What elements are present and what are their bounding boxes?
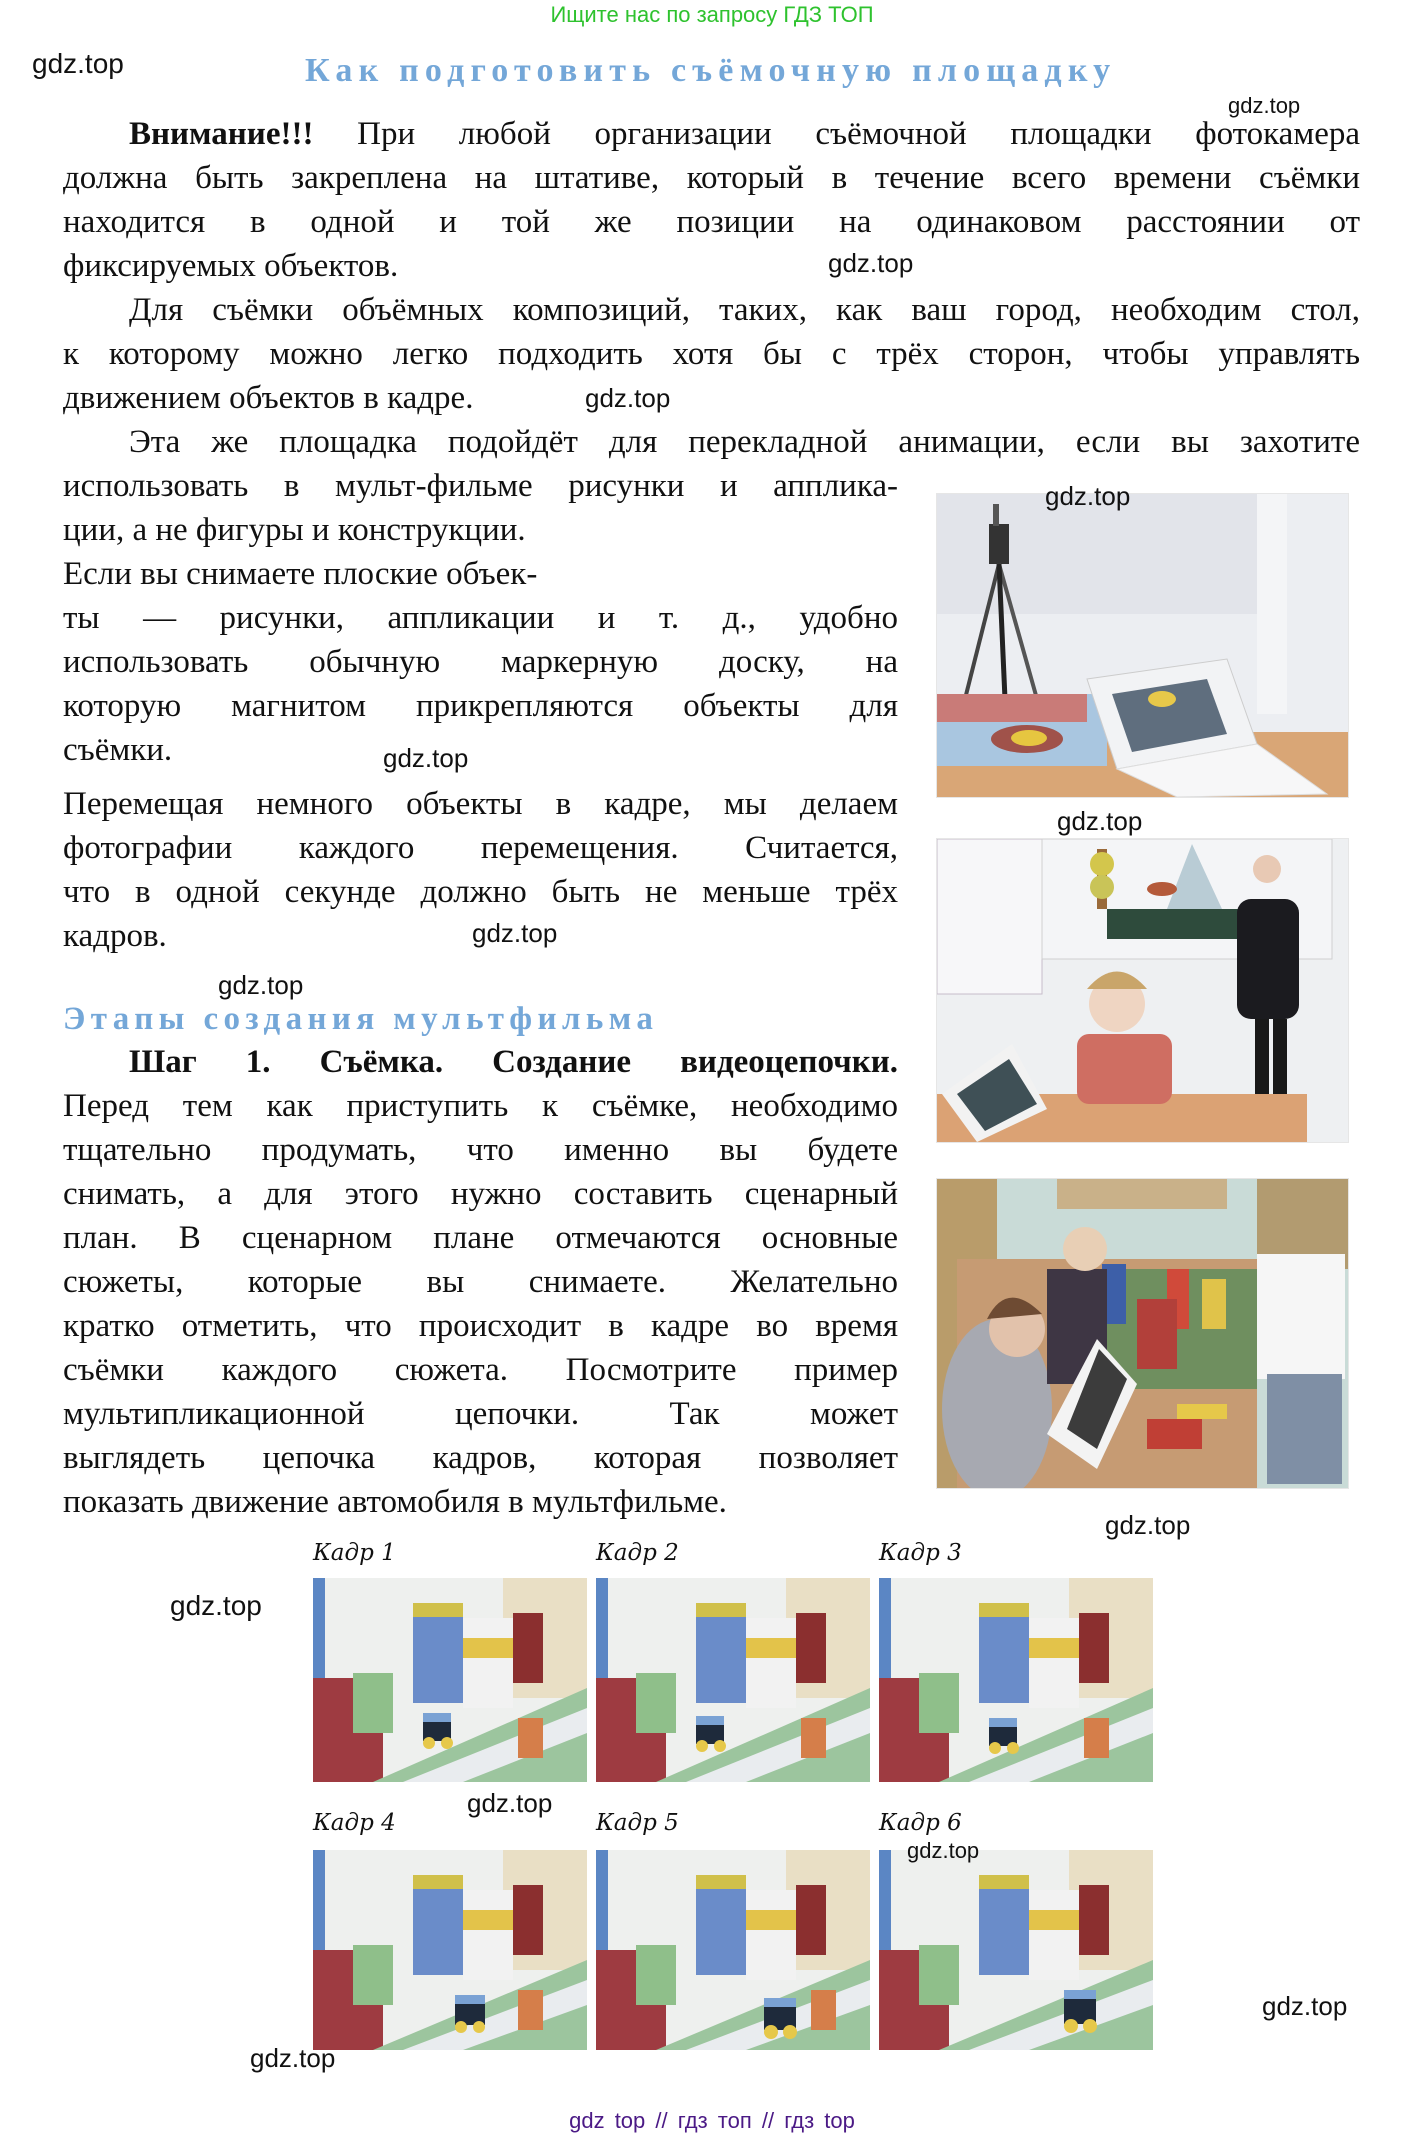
- text-line: Эта же площадка подойдёт для перекладной анимации, если вы захотите: [129, 424, 1360, 460]
- watermark: gdz.top: [1105, 1510, 1191, 1540]
- frame-3-image: [879, 1578, 1153, 1782]
- lego-street-scene: [313, 1850, 587, 2050]
- watermark: gdz.top: [907, 1838, 980, 1863]
- paragraph-cutout-animation: [63, 420, 1360, 464]
- text-line: кратко отметить, что происходит в кадре во время: [63, 1308, 898, 1344]
- frame-label: Кадр 5: [596, 1810, 679, 1836]
- tripod-laptop-photo: [936, 493, 1349, 798]
- paragraph-table: [63, 288, 1360, 420]
- text-line: снимать, а для этого нужно составить сценарный: [63, 1176, 898, 1212]
- watermark: gdz.top: [1045, 481, 1131, 511]
- text-line: что в одной секунде должно быть не меньше трёх: [63, 874, 898, 910]
- text-line: Для съёмки объёмных композиций, таких, как ваш город, необходим стол,: [129, 292, 1360, 328]
- text-line: сюжеты, которые вы снимаете. Желательно: [63, 1264, 898, 1300]
- watermark: gdz.top: [1057, 806, 1143, 836]
- watermark: gdz.top: [472, 918, 558, 948]
- text-line: использовать обычную маркерную доску, на: [63, 644, 898, 680]
- text-line: ты — рисунки, аппликации и т. д., удобно: [63, 600, 898, 636]
- watermark: gdz.top: [467, 1788, 553, 1818]
- text-line: кадров.: [63, 918, 167, 954]
- text-line: выглядеть цепочка кадров, которая позволяет: [63, 1440, 898, 1476]
- lego-street-scene: [879, 1578, 1153, 1782]
- text-line: показать движение автомобиля в мультфильме.: [63, 1484, 727, 1520]
- text-line: мультипликационной цепочки. Так может: [63, 1396, 898, 1432]
- watermark: gdz.top: [1228, 93, 1301, 118]
- text-line: съёмки каждого сюжета. Посмотрите пример: [63, 1352, 898, 1388]
- text-line: Внимание!!! При любой организации съёмочной площадки фотокамера: [129, 116, 1360, 152]
- magnetic-board-photo: [936, 838, 1349, 1143]
- frame-1-image: [313, 1578, 587, 1782]
- watermark: gdz.top: [218, 970, 304, 1000]
- text-line: которую магнитом прикрепляются объекты для: [63, 688, 898, 724]
- lego-street-scene: [596, 1850, 870, 2050]
- animation-frames-grid: [313, 1540, 1153, 2060]
- top-banner[interactable]: Ищите нас по запросу ГДЗ ТОП: [550, 2, 874, 27]
- attention-lead: Внимание!!!: [129, 116, 314, 152]
- frame-5-image: [596, 1850, 870, 2050]
- step-1-block: [63, 1040, 898, 1524]
- text-line: ции, а не фигуры и конструкции.: [63, 512, 526, 548]
- frame-label: Кадр 6: [879, 1810, 962, 1836]
- lego-street-scene: [596, 1578, 870, 1782]
- text-line: фотографии каждого перемещения. Считается,: [63, 830, 898, 866]
- text-line: должна быть закреплена на штативе, который в течение всего времени съёмки: [63, 160, 1360, 196]
- frame-label: Кадр 4: [313, 1810, 396, 1836]
- text-line: съёмки.: [63, 732, 173, 768]
- watermark: gdz.top: [170, 1590, 262, 1621]
- tripod-laptop-illustration: [937, 494, 1348, 797]
- text-line: к которому можно легко подходить хотя бы с трёх сторон, чтобы управлять: [63, 336, 1360, 372]
- footer-banner[interactable]: gdz top // гдз топ // гдз top: [569, 2108, 855, 2133]
- watermark: gdz.top: [828, 248, 914, 278]
- lego-street-scene: [879, 1850, 1153, 2050]
- text-line: план. В сценарном плане отмечаются основные: [63, 1220, 898, 1256]
- text-line: фиксируемых объектов.: [63, 248, 399, 284]
- text-line: движением объектов в кадре.: [63, 380, 474, 416]
- magnetic-board-illustration: [937, 839, 1348, 1142]
- frame-2-image: [596, 1578, 870, 1782]
- lego-city-illustration: [937, 1179, 1348, 1488]
- frame-6-image: [879, 1850, 1153, 2050]
- text-line: находится в одной и той же позиции на одинаковом расстоянии от: [63, 204, 1360, 240]
- paragraph-cutout-animation-cont: [63, 464, 898, 552]
- frame-label: Кадр 2: [596, 1540, 679, 1566]
- paragraph-flat-objects: [63, 552, 898, 772]
- watermark: gdz.top: [383, 743, 469, 773]
- text-line: Перемещая немного объекты в кадре, мы делаем: [63, 786, 898, 822]
- page-title: Как подготовить съёмочную площадку: [305, 52, 1117, 89]
- watermark: gdz.top: [32, 48, 124, 79]
- paragraph-attention: [63, 112, 1360, 288]
- lego-city-photo: [936, 1178, 1349, 1489]
- frame-label: Кадр 3: [879, 1540, 962, 1566]
- text-line: тщательно продумать, что именно вы будете: [63, 1132, 898, 1168]
- watermark: gdz.top: [585, 383, 671, 413]
- step-title: Шаг 1. Съёмка. Создание видеоцепочки.: [129, 1044, 898, 1080]
- text-line: использовать в мульт-фильме рисунки и апплика-: [63, 468, 898, 504]
- text-line: Если вы снимаете плоские объек-: [63, 556, 538, 592]
- frame-label: Кадр 1: [313, 1540, 396, 1566]
- watermark: gdz.top: [1262, 1991, 1348, 2021]
- frame-4-image: [313, 1850, 587, 2050]
- lego-street-scene: [313, 1578, 587, 1782]
- watermark: gdz.top: [250, 2043, 336, 2073]
- text-line: Перед тем как приступить к съёмке, необходимо: [63, 1088, 898, 1124]
- section-heading: Этапы создания мультфильма: [63, 1001, 659, 1037]
